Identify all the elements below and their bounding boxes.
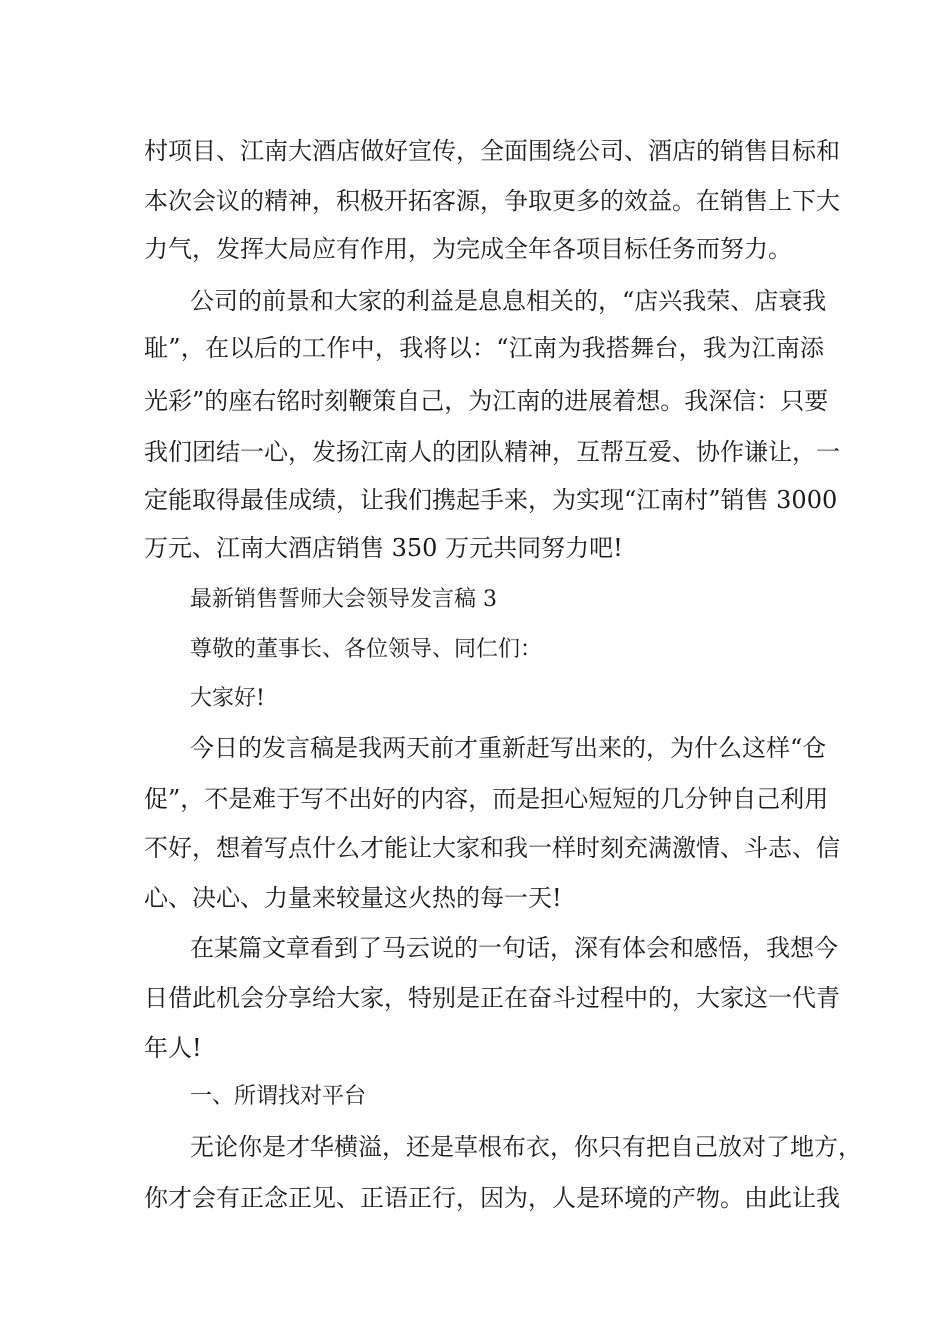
paragraph-line-16: 心、决心、力量来较量这火热的每一天! [144, 884, 562, 912]
paragraph-line-14: 促”，不是难于写不出好的内容，而是担心短短的几分钟自己利用 [144, 785, 829, 813]
paragraph-line-15: 不好，想着写点什么才能让大家和我一样时刻充满激情、斗志、信 [144, 834, 840, 862]
section-heading: 最新销售誓师大会领导发言稿 3 [190, 587, 497, 612]
paragraph-line-1: 村项目、江南大酒店做好宣传，全面围绕公司、酒店的销售目标和 [144, 137, 840, 165]
salutation: 尊敬的董事长、各位领导、同仁们： [190, 637, 543, 662]
paragraph-line-7: 我们团结一心，发扬江南人的团队精神，互帮互爱、协作谦让，一 [144, 438, 840, 466]
paragraph-line-21: 无论你是才华横溢，还是草根布衣，你只有把自己放对了地方， [190, 1133, 862, 1161]
paragraph-line-22: 你才会有正念正见、正语正行，因为，人是环境的产物。由此让我 [144, 1184, 840, 1212]
paragraph-line-3: 力气，发挥大局应有作用，为完成全年各项目标任务而努力。 [144, 235, 792, 263]
paragraph-line-8: 定能取得最佳成绩，让我们携起手来，为实现“江南村”销售 3000 [144, 486, 838, 514]
paragraph-line-19: 年人! [144, 1034, 202, 1062]
paragraph-line-4: 公司的前景和大家的利益是息息相关的，“店兴我荣、店衰我 [190, 287, 827, 315]
paragraph-line-5: 耻”，在以后的工作中，我将以：“江南为我搭舞台，我为江南添 [144, 334, 824, 362]
greeting: 大家好! [190, 686, 265, 711]
subheading: 一、所谓找对平台 [190, 1084, 367, 1109]
paragraph-line-9: 万元、江南大酒店销售 350 万元共同努力吧! [144, 534, 623, 562]
paragraph-line-2: 本次会议的精神，积极开拓客源，争取更多的效益。在销售上下大 [144, 187, 840, 215]
paragraph-line-13: 今日的发言稿是我两天前才重新赶写出来的，为什么这样“仓 [190, 734, 827, 762]
paragraph-line-18: 日借此机会分享给大家，特别是正在奋斗过程中的，大家这一代青 [144, 984, 840, 1012]
paragraph-line-17: 在某篇文章看到了马云说的一句话，深有体会和感悟，我想今 [190, 934, 838, 962]
paragraph-line-6: 光彩”的座右铭时刻鞭策自己，为江南的进展着想。我深信：只要 [144, 387, 829, 415]
